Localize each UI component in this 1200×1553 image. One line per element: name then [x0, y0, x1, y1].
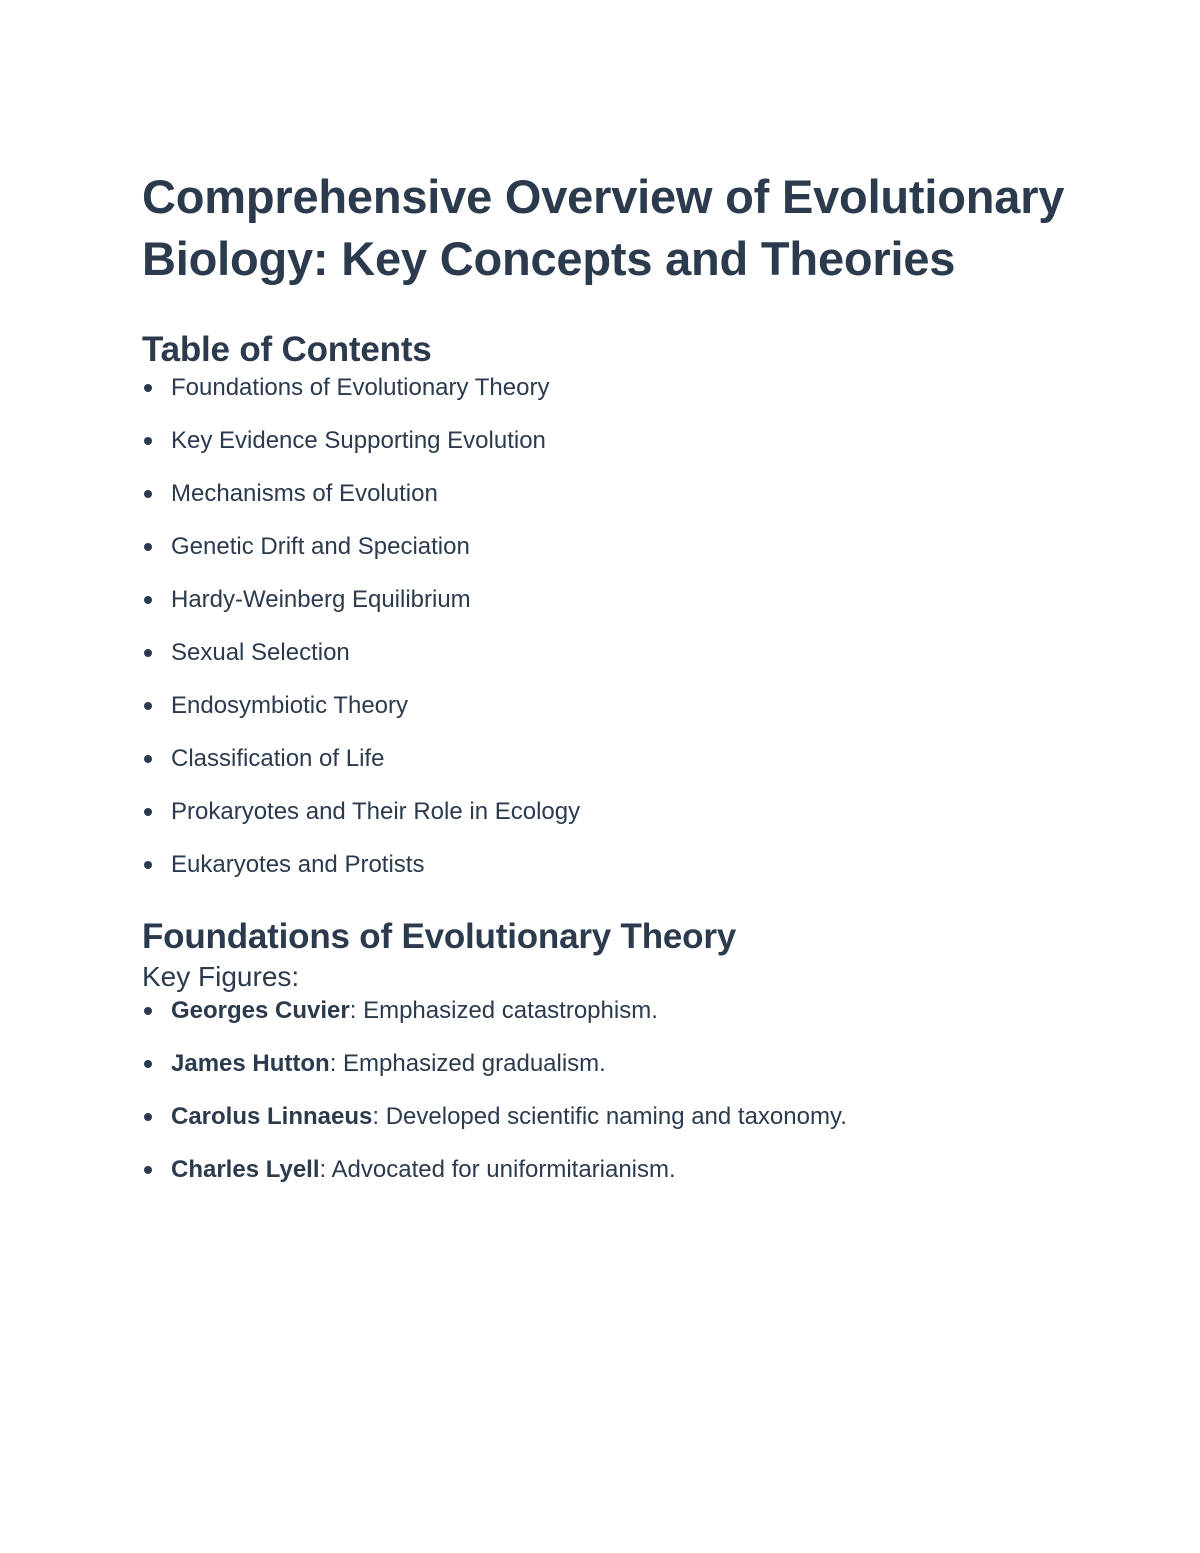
key-figures-list — [142, 995, 1072, 1186]
toc-list — [142, 372, 1072, 881]
figure-name: Georges Cuvier — [171, 997, 350, 1024]
figure-name: Charles Lyell — [171, 1156, 320, 1183]
title-block — [142, 166, 1072, 290]
bullet-icon — [144, 543, 152, 551]
key-figures-subheading: Key Figures: — [142, 961, 300, 992]
bullet-icon — [144, 1113, 152, 1121]
bullet-icon — [144, 384, 152, 392]
document-page — [142, 166, 1072, 1186]
toc-item — [142, 425, 1072, 457]
toc-item-label: Hardy-Weinberg Equilibrium — [171, 586, 471, 613]
bullet-icon — [144, 808, 152, 816]
foundations-heading: Foundations of Evolutionary Theory — [142, 917, 737, 956]
figure-description: : Advocated for uniformitarianism. — [319, 1156, 676, 1183]
toc-heading: Table of Contents — [142, 330, 432, 369]
toc-item-label: Endosymbiotic Theory — [171, 692, 408, 719]
toc-item — [142, 372, 1072, 404]
bullet-icon — [144, 861, 152, 869]
toc-item — [142, 849, 1072, 881]
toc-item-label: Key Evidence Supporting Evolution — [171, 427, 546, 454]
toc-item — [142, 743, 1072, 775]
figure-item — [142, 1048, 1072, 1080]
toc-item — [142, 796, 1072, 828]
toc-item — [142, 531, 1072, 563]
toc-item — [142, 637, 1072, 669]
bullet-icon — [144, 649, 152, 657]
figure-description: : Emphasized gradualism. — [329, 1050, 606, 1077]
toc-item-label: Sexual Selection — [171, 639, 350, 666]
figure-item — [142, 995, 1072, 1027]
toc-item — [142, 478, 1072, 510]
bullet-icon — [144, 1007, 152, 1015]
toc-item-label: Eukaryotes and Protists — [171, 851, 425, 878]
toc-item — [142, 584, 1072, 616]
figure-item — [142, 1101, 1072, 1133]
toc-item-label: Foundations of Evolutionary Theory — [171, 374, 550, 401]
bullet-icon — [144, 755, 152, 763]
toc-item-label: Genetic Drift and Speciation — [171, 533, 470, 560]
figure-name: Carolus Linnaeus — [171, 1103, 373, 1130]
toc-item-label: Mechanisms of Evolution — [171, 480, 438, 507]
toc-item-label: Classification of Life — [171, 745, 385, 772]
toc-item — [142, 690, 1072, 722]
bullet-icon — [144, 437, 152, 445]
figure-description: : Developed scientific naming and taxonomy. — [372, 1103, 847, 1130]
document-title: Comprehensive Overview of Evolutionary Biology: Key Concepts and Theories — [142, 170, 1065, 285]
bullet-icon — [144, 596, 152, 604]
toc-item-label: Prokaryotes and Their Role in Ecology — [171, 798, 581, 825]
bullet-icon — [144, 490, 152, 498]
figure-description: : Emphasized catastrophism. — [349, 997, 658, 1024]
figure-item — [142, 1154, 1072, 1186]
figure-name: James Hutton — [171, 1050, 330, 1077]
bullet-icon — [144, 702, 152, 710]
bullet-icon — [144, 1060, 152, 1068]
bullet-icon — [144, 1166, 152, 1174]
